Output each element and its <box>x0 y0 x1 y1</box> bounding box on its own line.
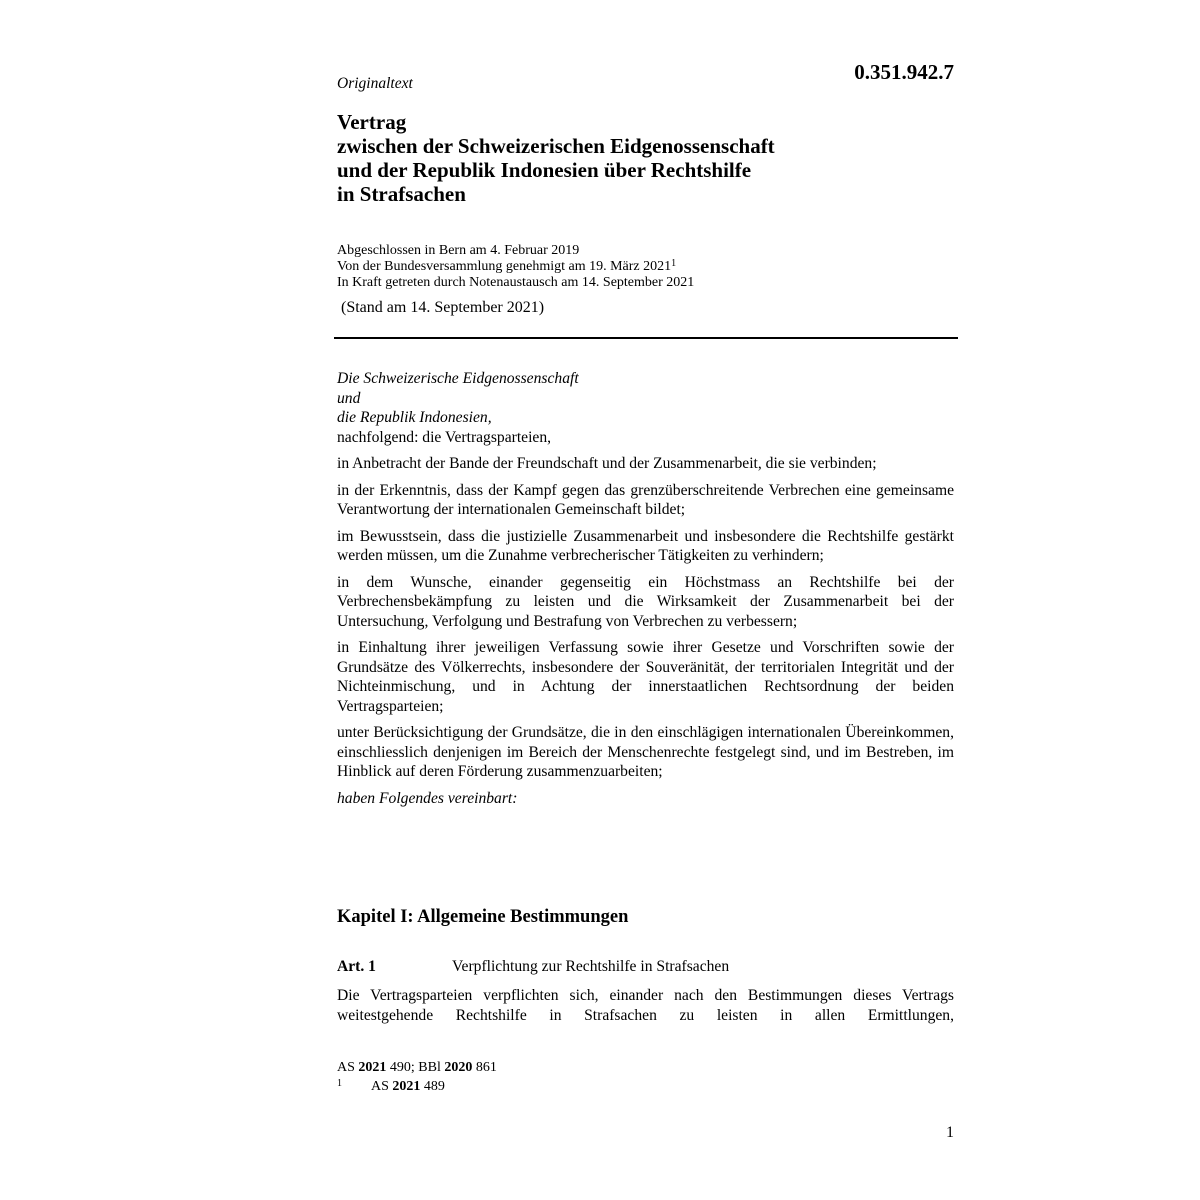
conjunction: und <box>337 389 361 407</box>
status-date: (Stand am 14. September 2021) <box>341 299 545 316</box>
treaty-metadata <box>337 243 694 291</box>
source-as-year: 2021 <box>358 1060 387 1075</box>
title-line-1: Vertrag <box>337 110 407 134</box>
hereinafter-clause: nachfolgend: die Vertragsparteien, <box>337 428 552 446</box>
preamble <box>337 369 954 808</box>
party-2: die Republik Indonesien, <box>337 409 492 426</box>
title-line-3: und der Republik Indonesien über Rechtshilfe <box>337 158 752 182</box>
source-reference <box>337 1058 497 1077</box>
article-title: Verpflichtung zur Rechtshilfe in Strafsachen <box>452 958 730 975</box>
preamble-paragraph: in der Erkenntnis, dass der Kampf gegen das grenzüberschreitende Verbrechen eine gemeinsame Verantwortung der internationalen Gemeinschaft bildet; <box>337 481 954 518</box>
document-number: 0.351.942.7 <box>854 60 954 84</box>
footnote-1-page: 489 <box>423 1079 445 1094</box>
footnote-1: 1 AS 2021 489 <box>337 1078 445 1094</box>
preamble-paragraph: unter Berücksichtigung der Grundsätze, die in den einschlägigen internationalen Übereinkommen, einschliesslich denjenigen im Bereich der Menschenrechte festgelegt sind, und im Bestreben, im Hinblick auf deren Förderung zusammenzuarbeiten; <box>337 724 954 780</box>
concluded-date: Abgeschlossen in Bern am 4. Februar 2019 <box>337 243 580 258</box>
article-text: Die Vertragsparteien verpflichten sich, einander nach den Bestimmungen dieses Vertrags weitestgehende Rechtshilfe in Strafsachen zu leisten in allen Ermittlungen, <box>337 987 954 1024</box>
preamble-paragraph: in Anbetracht der Bande der Freundschaft und der Zusammenarbeit, die sie verbinden; <box>337 455 877 472</box>
footnote-reference[interactable]: 1 <box>671 258 677 269</box>
approved-date-text: Von der Bundesversammlung genehmigt am 19. März 2021 <box>337 259 672 274</box>
preamble-paragraph: im Bewusstsein, dass die justizielle Zusammenarbeit und insbesondere die Rechtshilfe gestärkt werden müssen, um die Zunahme verbrecherischer Tätigkeiten zu verhindern; <box>337 527 954 564</box>
page-number: 1 <box>946 1124 954 1141</box>
footnote-1-year: 2021 <box>392 1079 421 1094</box>
preamble-paragraph: in Einhaltung ihrer jeweiligen Verfassung sowie ihrer Gesetze und Vorschriften sowie der Grundsätze des Völkerrechts, insbesondere der Souveränität, der territorialen Integrität und der Nichteinmischung, und in Achtung der innerstaatlichen Rechtsordnung der beiden Vertragsparteien; <box>337 639 954 715</box>
source-as-page: 490; BBl <box>389 1060 441 1075</box>
preamble-closing: haben Folgendes vereinbart: <box>337 789 518 807</box>
preamble-paragraph: in dem Wunsche, einander gegenseitig ein Höchstmass an Rechtshilfe bei der Verbrechensbekämpfung zu leisten und die Wirksamkeit der Zusammenarbeit bei der Untersuchung, Verfolgung und Bestrafung von Verbrechen zu verbessern; <box>337 573 954 630</box>
article-number: Art. 1 <box>337 958 376 975</box>
header-divider <box>334 337 958 339</box>
footnote-1-prefix: AS <box>371 1079 389 1094</box>
in-force-date: In Kraft getreten durch Notenaustausch am 14. September 2021 <box>337 275 695 290</box>
title-line-2: zwischen der Schweizerischen Eidgenossenschaft <box>337 134 775 158</box>
title-line-4: in Strafsachen <box>337 182 466 206</box>
document-title <box>337 110 957 206</box>
chapter-heading: Kapitel I: Allgemeine Bestimmungen <box>337 907 629 927</box>
approved-date <box>337 259 694 275</box>
source-as-prefix: AS <box>337 1060 355 1075</box>
footnotes <box>337 1058 497 1096</box>
source-bbl-page: 861 <box>475 1060 497 1075</box>
original-text-label: Originaltext <box>337 75 413 92</box>
party-1: Die Schweizerische Eidgenossenschaft <box>337 370 579 387</box>
source-bbl-year: 2020 <box>444 1060 473 1075</box>
